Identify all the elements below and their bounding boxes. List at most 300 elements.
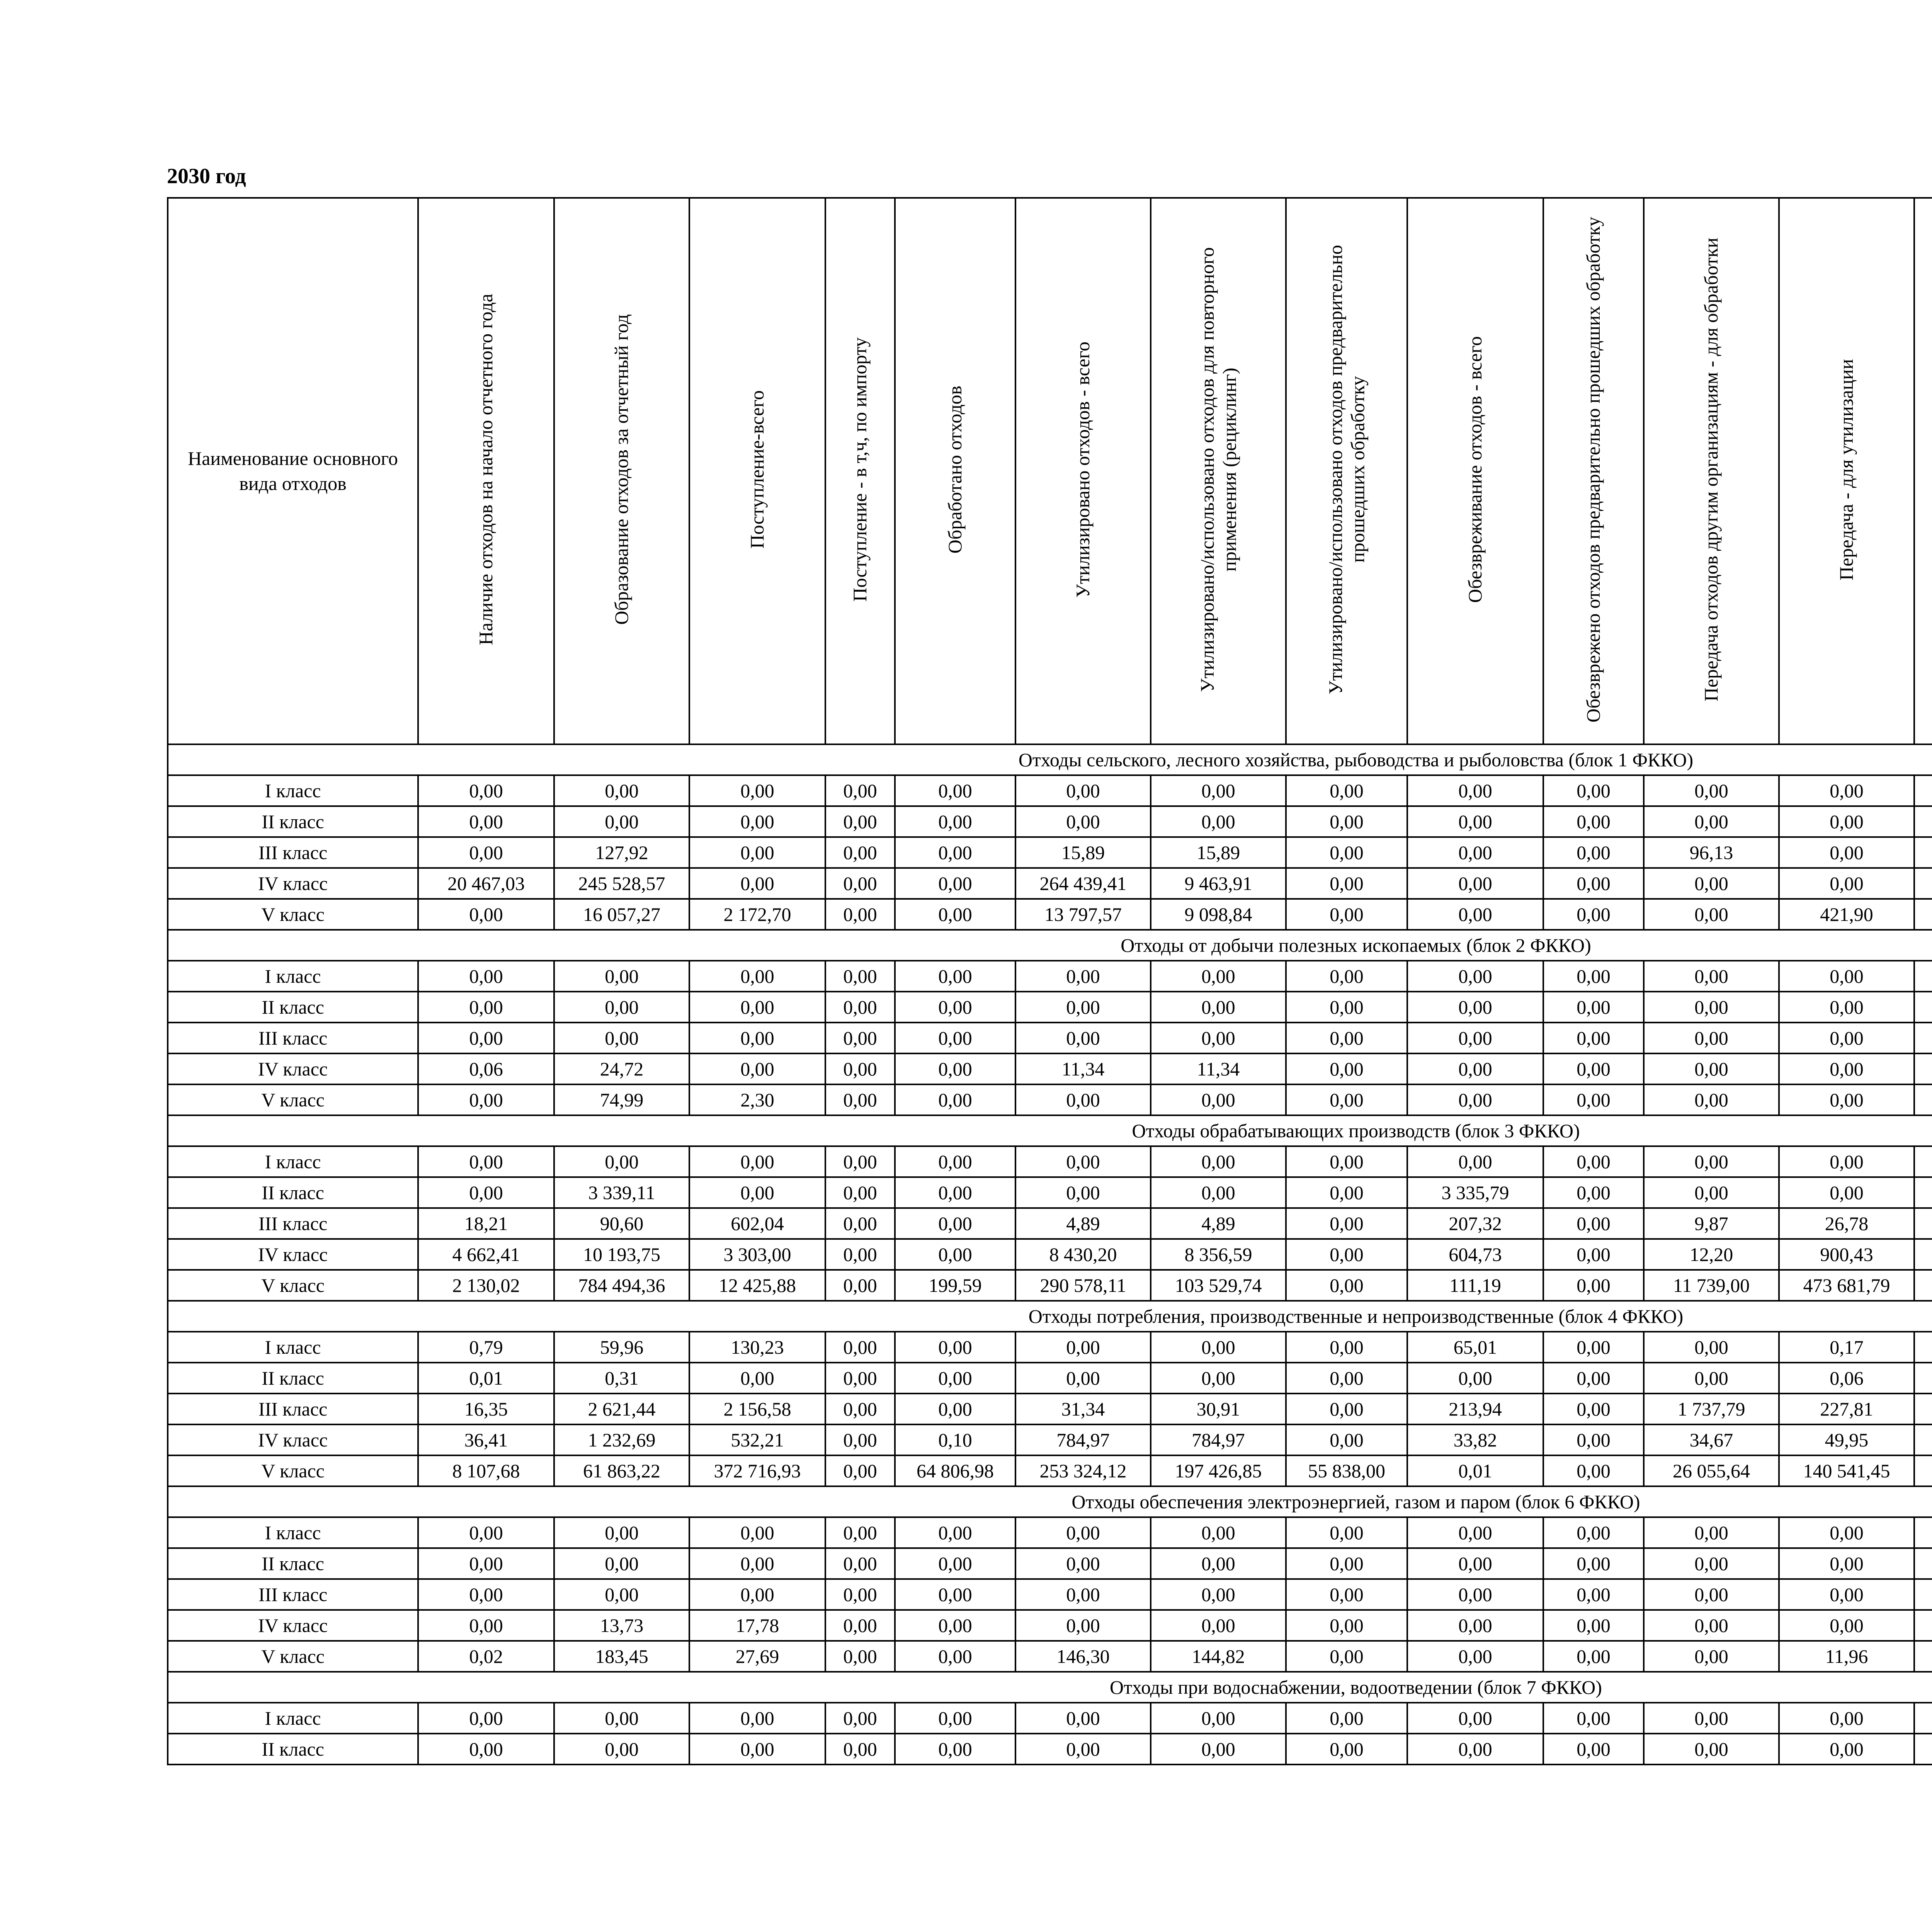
- table-row: [168, 1548, 1932, 1579]
- table-row: [168, 1641, 1932, 1672]
- table-cell: 0,02: [418, 1641, 554, 1672]
- table-cell: 0,00: [1015, 1610, 1151, 1641]
- table-cell: 0,00: [1286, 837, 1407, 868]
- table-cell: 31,34: [1015, 1394, 1151, 1424]
- table-cell: 0,00: [1543, 775, 1644, 806]
- table-cell: 197 426,85: [1151, 1455, 1286, 1486]
- table-cell: [1914, 1641, 1932, 1672]
- table-cell: 0,00: [689, 992, 825, 1023]
- hazard-class-label: IV класс: [168, 1053, 418, 1084]
- table-cell: [1914, 1517, 1932, 1548]
- table-cell: 0,00: [895, 775, 1015, 806]
- table-cell: 0,00: [1015, 1332, 1151, 1363]
- column-header: Обезвреживание отходов - всего: [1407, 198, 1543, 744]
- table-cell: 11,34: [1151, 1053, 1286, 1084]
- table-cell: 0,00: [1543, 1146, 1644, 1177]
- table-cell: 0,00: [1644, 899, 1779, 930]
- table-cell: 0,00: [895, 961, 1015, 992]
- table-cell: 0,00: [554, 806, 689, 837]
- table-cell: 64 806,98: [895, 1455, 1015, 1486]
- table-cell: [1914, 1084, 1932, 1115]
- table-cell: 0,00: [895, 1208, 1015, 1239]
- table-cell: 0,00: [1286, 1579, 1407, 1610]
- table-cell: 0,00: [895, 1177, 1015, 1208]
- table-cell: 0,00: [895, 1146, 1015, 1177]
- table-cell: 0,06: [418, 1053, 554, 1084]
- table-cell: 0,00: [1543, 1363, 1644, 1394]
- table-cell: 0,00: [895, 1363, 1015, 1394]
- table-cell: 0,00: [1286, 1517, 1407, 1548]
- table-cell: 0,00: [1407, 868, 1543, 899]
- table-cell: 264 439,41: [1015, 868, 1151, 899]
- table-cell: 0,00: [895, 868, 1015, 899]
- table-cell: 0,00: [1779, 992, 1914, 1023]
- table-cell: 0,00: [1015, 961, 1151, 992]
- table-row: [168, 1703, 1932, 1734]
- section-row: [168, 1486, 1932, 1517]
- table-cell: 0,00: [825, 1084, 895, 1115]
- table-cell: 0,00: [1151, 992, 1286, 1023]
- table-row: [168, 1208, 1932, 1239]
- table-cell: [1914, 1146, 1932, 1177]
- table-body: [168, 744, 1932, 1765]
- table-cell: 0,00: [1407, 1023, 1543, 1053]
- hazard-class-label: I класс: [168, 961, 418, 992]
- hazard-class-label: III класс: [168, 1208, 418, 1239]
- table-cell: 26 055,64: [1644, 1455, 1779, 1486]
- table-cell: 9 098,84: [1151, 899, 1286, 930]
- table-cell: 0,00: [1286, 1177, 1407, 1208]
- table-cell: 0,00: [418, 775, 554, 806]
- table-year-title: 2030 год: [167, 164, 246, 188]
- column-header: Утилизировано/использовано отходов предварительно прошедших обработку: [1286, 198, 1407, 744]
- table-cell: 0,00: [554, 961, 689, 992]
- column-header: Поступление-всего: [689, 198, 825, 744]
- section-row: [168, 930, 1932, 961]
- table-cell: 0,00: [825, 961, 895, 992]
- table-cell: 0,00: [825, 1703, 895, 1734]
- table-cell: 0,00: [1779, 1703, 1914, 1734]
- table-cell: 0,31: [554, 1363, 689, 1394]
- table-cell: 11,34: [1015, 1053, 1151, 1084]
- table-row: [168, 899, 1932, 930]
- table-cell: 8 107,68: [418, 1455, 554, 1486]
- table-cell: 144,82: [1151, 1641, 1286, 1672]
- table-cell: 0,00: [825, 1424, 895, 1455]
- table-cell: 0,00: [1407, 806, 1543, 837]
- table-cell: 0,00: [1543, 1641, 1644, 1672]
- hazard-class-label: II класс: [168, 1177, 418, 1208]
- table-cell: 18,21: [418, 1208, 554, 1239]
- table-cell: 0,00: [1286, 1208, 1407, 1239]
- table-cell: 0,79: [418, 1332, 554, 1363]
- table-cell: 0,00: [1407, 1517, 1543, 1548]
- table-cell: 0,00: [418, 806, 554, 837]
- column-header: [1914, 198, 1932, 744]
- column-header: Передача отходов другим организациям - для обработки: [1644, 198, 1779, 744]
- table-cell: 0,00: [554, 1579, 689, 1610]
- table-cell: 0,00: [1543, 1023, 1644, 1053]
- table-cell: 0,00: [1286, 1332, 1407, 1363]
- table-cell: 0,00: [554, 1517, 689, 1548]
- table-cell: 0,00: [1644, 961, 1779, 992]
- section-row: [168, 744, 1932, 775]
- table-cell: 0,00: [1151, 775, 1286, 806]
- table-cell: 0,00: [1779, 961, 1914, 992]
- table-row: [168, 837, 1932, 868]
- table-cell: 0,00: [1407, 1084, 1543, 1115]
- table-cell: 0,00: [554, 992, 689, 1023]
- table-cell: 0,00: [418, 837, 554, 868]
- table-cell: 55 838,00: [1286, 1455, 1407, 1486]
- table-cell: 784 494,36: [554, 1270, 689, 1301]
- table-cell: 0,00: [895, 1332, 1015, 1363]
- table-cell: 1 232,69: [554, 1424, 689, 1455]
- table-cell: 3 303,00: [689, 1239, 825, 1270]
- hazard-class-label: II класс: [168, 806, 418, 837]
- table-cell: 0,00: [418, 1548, 554, 1579]
- table-cell: 0,00: [825, 1332, 895, 1363]
- table-cell: 0,00: [1286, 868, 1407, 899]
- table-cell: 0,17: [1779, 1332, 1914, 1363]
- table-cell: 2 621,44: [554, 1394, 689, 1424]
- table-cell: 0,00: [1407, 1579, 1543, 1610]
- table-cell: 0,00: [1151, 1579, 1286, 1610]
- table-cell: 0,00: [418, 961, 554, 992]
- table-cell: 532,21: [689, 1424, 825, 1455]
- table-cell: 0,00: [1286, 1023, 1407, 1053]
- hazard-class-label: III класс: [168, 1394, 418, 1424]
- table-cell: [1914, 775, 1932, 806]
- table-row: [168, 992, 1932, 1023]
- table-cell: [1914, 1703, 1932, 1734]
- hazard-class-label: V класс: [168, 1641, 418, 1672]
- table-cell: 0,00: [1543, 1548, 1644, 1579]
- table-cell: 0,00: [1543, 1424, 1644, 1455]
- table-cell: 0,00: [1151, 1363, 1286, 1394]
- table-cell: 784,97: [1151, 1424, 1286, 1455]
- table-cell: 0,00: [1015, 1146, 1151, 1177]
- table-cell: 0,06: [1779, 1363, 1914, 1394]
- table-cell: 10 193,75: [554, 1239, 689, 1270]
- table-cell: 0,00: [1286, 1703, 1407, 1734]
- table-cell: 103 529,74: [1151, 1270, 1286, 1301]
- table-cell: 0,00: [1644, 1579, 1779, 1610]
- table-cell: [1914, 1424, 1932, 1455]
- table-cell: 0,00: [1644, 1146, 1779, 1177]
- table-row: [168, 1177, 1932, 1208]
- hazard-class-label: II класс: [168, 1548, 418, 1579]
- table-cell: 140 541,45: [1779, 1455, 1914, 1486]
- table-cell: 0,00: [1286, 1424, 1407, 1455]
- hazard-class-label: I класс: [168, 775, 418, 806]
- table-cell: [1914, 1023, 1932, 1053]
- table-cell: 111,19: [1407, 1270, 1543, 1301]
- table-cell: 2 172,70: [689, 899, 825, 930]
- table-cell: 0,00: [825, 775, 895, 806]
- table-cell: 11,96: [1779, 1641, 1914, 1672]
- column-header: Наличие отходов на начало отчетного года: [418, 198, 554, 744]
- hazard-class-label: I класс: [168, 1703, 418, 1734]
- table-cell: 0,00: [418, 992, 554, 1023]
- table-cell: 0,00: [1286, 1610, 1407, 1641]
- table-cell: 17,78: [689, 1610, 825, 1641]
- table-cell: 20 467,03: [418, 868, 554, 899]
- table-row: [168, 1455, 1932, 1486]
- table-cell: 0,00: [1543, 1239, 1644, 1270]
- section-title: Отходы обрабатывающих производств (блок 3 ФККО): [168, 1115, 1932, 1146]
- table-cell: 16,35: [418, 1394, 554, 1424]
- table-cell: 0,00: [689, 868, 825, 899]
- table-cell: 0,00: [1644, 775, 1779, 806]
- section-title: Отходы потребления, производственные и непроизводственные (блок 4 ФККО): [168, 1301, 1932, 1332]
- table-cell: 0,00: [825, 1548, 895, 1579]
- table-cell: 0,00: [1543, 992, 1644, 1023]
- hazard-class-label: III класс: [168, 837, 418, 868]
- table-cell: 0,00: [1151, 1734, 1286, 1765]
- table-cell: [1914, 1332, 1932, 1363]
- table-row: [168, 1023, 1932, 1053]
- table-cell: 0,00: [1543, 1517, 1644, 1548]
- table-cell: 13 797,57: [1015, 899, 1151, 930]
- table-cell: [1914, 1734, 1932, 1765]
- table-cell: 0,00: [895, 1641, 1015, 1672]
- table-cell: 0,00: [418, 1084, 554, 1115]
- table-cell: 0,00: [1779, 1548, 1914, 1579]
- table-cell: 0,00: [825, 1270, 895, 1301]
- table-cell: 0,00: [1644, 1084, 1779, 1115]
- table-cell: 0,00: [1644, 1610, 1779, 1641]
- table-cell: 900,43: [1779, 1239, 1914, 1270]
- table-cell: 0,00: [1644, 1734, 1779, 1765]
- table-cell: 372 716,93: [689, 1455, 825, 1486]
- section-row: [168, 1115, 1932, 1146]
- table-row: [168, 961, 1932, 992]
- column-header: Обработано отходов: [895, 198, 1015, 744]
- table-row: [168, 1239, 1932, 1270]
- table-cell: 602,04: [689, 1208, 825, 1239]
- table-cell: 2 130,02: [418, 1270, 554, 1301]
- table-cell: [1914, 837, 1932, 868]
- hazard-class-label: V класс: [168, 1084, 418, 1115]
- table-cell: 473 681,79: [1779, 1270, 1914, 1301]
- table-cell: 0,00: [1015, 1734, 1151, 1765]
- table-cell: 0,00: [825, 1517, 895, 1548]
- table-cell: [1914, 1579, 1932, 1610]
- table-cell: 213,94: [1407, 1394, 1543, 1424]
- table-cell: [1914, 1053, 1932, 1084]
- table-row: [168, 1734, 1932, 1765]
- table-cell: 130,23: [689, 1332, 825, 1363]
- table-cell: 0,00: [1015, 1023, 1151, 1053]
- section-row: [168, 1672, 1932, 1703]
- table-cell: 0,00: [689, 961, 825, 992]
- table-cell: 0,00: [895, 1517, 1015, 1548]
- table-cell: 0,00: [895, 1394, 1015, 1424]
- table-cell: 0,00: [895, 992, 1015, 1023]
- table-cell: 0,00: [895, 1239, 1015, 1270]
- table-cell: 0,00: [1644, 1053, 1779, 1084]
- table-cell: 0,00: [1407, 775, 1543, 806]
- column-header: Утилизировано отходов - всего: [1015, 198, 1151, 744]
- table-cell: 0,00: [554, 1703, 689, 1734]
- table-cell: 0,00: [1779, 1053, 1914, 1084]
- table-cell: 0,00: [418, 1734, 554, 1765]
- table-cell: 0,00: [1286, 806, 1407, 837]
- table-cell: 183,45: [554, 1641, 689, 1672]
- table-cell: 0,00: [1779, 1517, 1914, 1548]
- table-cell: 0,00: [1779, 1084, 1914, 1115]
- table-cell: 0,00: [689, 1703, 825, 1734]
- hazard-class-label: IV класс: [168, 1610, 418, 1641]
- column-header: Поступление - в т,ч, по импорту: [825, 198, 895, 744]
- section-row: [168, 1301, 1932, 1332]
- table-cell: 15,89: [1015, 837, 1151, 868]
- table-cell: 0,00: [825, 899, 895, 930]
- table-cell: 2 156,58: [689, 1394, 825, 1424]
- table-cell: 0,00: [1151, 1517, 1286, 1548]
- table-cell: 4 662,41: [418, 1239, 554, 1270]
- table-cell: 0,00: [418, 1610, 554, 1641]
- table-cell: 0,00: [689, 1146, 825, 1177]
- table-cell: 27,69: [689, 1641, 825, 1672]
- table-cell: 90,60: [554, 1208, 689, 1239]
- table-cell: 0,00: [1543, 1394, 1644, 1424]
- table-cell: 0,00: [1543, 806, 1644, 837]
- hazard-class-label: II класс: [168, 1363, 418, 1394]
- section-title: Отходы обеспечения электроэнергией, газом и паром (блок 6 ФККО): [168, 1486, 1932, 1517]
- table-cell: 0,00: [418, 1579, 554, 1610]
- table-cell: 15,89: [1151, 837, 1286, 868]
- table-cell: 0,00: [1407, 961, 1543, 992]
- table-cell: 0,00: [1543, 1455, 1644, 1486]
- table-cell: 33,82: [1407, 1424, 1543, 1455]
- hazard-class-label: I класс: [168, 1146, 418, 1177]
- table-cell: 34,67: [1644, 1424, 1779, 1455]
- table-cell: 0,00: [1015, 992, 1151, 1023]
- table-cell: 8 356,59: [1151, 1239, 1286, 1270]
- table-cell: 0,00: [418, 1023, 554, 1053]
- table-cell: 0,00: [1543, 1332, 1644, 1363]
- column-header: Образование отходов за отчетный год: [554, 198, 689, 744]
- table-cell: 0,01: [418, 1363, 554, 1394]
- table-cell: 0,00: [1407, 837, 1543, 868]
- table-cell: 0,00: [825, 868, 895, 899]
- header-row: [168, 198, 1932, 744]
- table-cell: 26,78: [1779, 1208, 1914, 1239]
- table-cell: 0,00: [1543, 1610, 1644, 1641]
- table-cell: 0,00: [689, 1053, 825, 1084]
- table-cell: 8 430,20: [1015, 1239, 1151, 1270]
- table-cell: 0,00: [1543, 1084, 1644, 1115]
- table-cell: 0,00: [1286, 992, 1407, 1023]
- table-cell: 0,00: [1286, 899, 1407, 930]
- table-cell: 290 578,11: [1015, 1270, 1151, 1301]
- table-cell: 0,00: [1779, 868, 1914, 899]
- table-cell: 0,00: [418, 899, 554, 930]
- table-cell: 0,00: [1543, 1270, 1644, 1301]
- table-cell: 0,00: [825, 1177, 895, 1208]
- table-cell: 11 739,00: [1644, 1270, 1779, 1301]
- table-cell: [1914, 1363, 1932, 1394]
- table-cell: 0,00: [418, 1517, 554, 1548]
- table-cell: 0,00: [895, 899, 1015, 930]
- table-cell: 0,00: [554, 1548, 689, 1579]
- table-cell: 0,00: [554, 1146, 689, 1177]
- table-cell: 0,00: [1015, 1177, 1151, 1208]
- hazard-class-label: II класс: [168, 1734, 418, 1765]
- table-cell: [1914, 899, 1932, 930]
- table-cell: 421,90: [1779, 899, 1914, 930]
- table-cell: 0,00: [825, 1053, 895, 1084]
- table-row: [168, 1394, 1932, 1424]
- table-cell: 0,00: [689, 806, 825, 837]
- table-cell: 96,13: [1644, 837, 1779, 868]
- table-cell: 0,00: [895, 806, 1015, 837]
- table-cell: 227,81: [1779, 1394, 1914, 1424]
- table-cell: 0,00: [825, 1455, 895, 1486]
- table-cell: 0,00: [1543, 899, 1644, 930]
- table-row: [168, 1146, 1932, 1177]
- column-header: Передача - для утилизации: [1779, 198, 1914, 744]
- table-cell: 0,00: [689, 837, 825, 868]
- table-cell: [1914, 1177, 1932, 1208]
- table-cell: 0,00: [825, 1394, 895, 1424]
- table-cell: 2,30: [689, 1084, 825, 1115]
- table-cell: 9,87: [1644, 1208, 1779, 1239]
- table-cell: 0,00: [895, 1084, 1015, 1115]
- table-cell: 0,00: [1151, 1177, 1286, 1208]
- table-cell: 0,00: [554, 1734, 689, 1765]
- table-cell: 0,00: [1644, 1363, 1779, 1394]
- table-cell: 0,00: [1286, 1734, 1407, 1765]
- table-cell: 74,99: [554, 1084, 689, 1115]
- table-row: [168, 1517, 1932, 1548]
- hazard-class-label: IV класс: [168, 868, 418, 899]
- table-cell: 0,00: [1286, 961, 1407, 992]
- table-cell: 127,92: [554, 837, 689, 868]
- table-cell: 0,00: [418, 1177, 554, 1208]
- table-cell: 0,00: [1015, 1084, 1151, 1115]
- table-cell: 3 335,79: [1407, 1177, 1543, 1208]
- table-cell: 0,00: [1407, 1610, 1543, 1641]
- table-cell: 0,00: [1644, 1517, 1779, 1548]
- table-row: [168, 1424, 1932, 1455]
- table-cell: 207,32: [1407, 1208, 1543, 1239]
- table-cell: 0,00: [825, 1239, 895, 1270]
- table-cell: 0,00: [1779, 837, 1914, 868]
- table-cell: 0,00: [1286, 1084, 1407, 1115]
- table-cell: 12,20: [1644, 1239, 1779, 1270]
- table-cell: 0,00: [1151, 806, 1286, 837]
- table-cell: 0,00: [825, 1208, 895, 1239]
- table-cell: 0,00: [1286, 1239, 1407, 1270]
- table-cell: 0,00: [825, 1146, 895, 1177]
- table-cell: [1914, 868, 1932, 899]
- table-cell: 0,00: [1286, 1270, 1407, 1301]
- table-cell: 12 425,88: [689, 1270, 825, 1301]
- table-cell: 0,00: [1644, 1023, 1779, 1053]
- hazard-class-label: III класс: [168, 1023, 418, 1053]
- table-cell: 0,00: [1644, 1332, 1779, 1363]
- table-cell: [1914, 1270, 1932, 1301]
- table-cell: 0,00: [689, 1517, 825, 1548]
- table-cell: 784,97: [1015, 1424, 1151, 1455]
- hazard-class-label: I класс: [168, 1517, 418, 1548]
- table-cell: 4,89: [1151, 1208, 1286, 1239]
- column-header: Утилизировано/использовано отходов для повторного применения (рециклинг): [1151, 198, 1286, 744]
- table-cell: 0,00: [1407, 992, 1543, 1023]
